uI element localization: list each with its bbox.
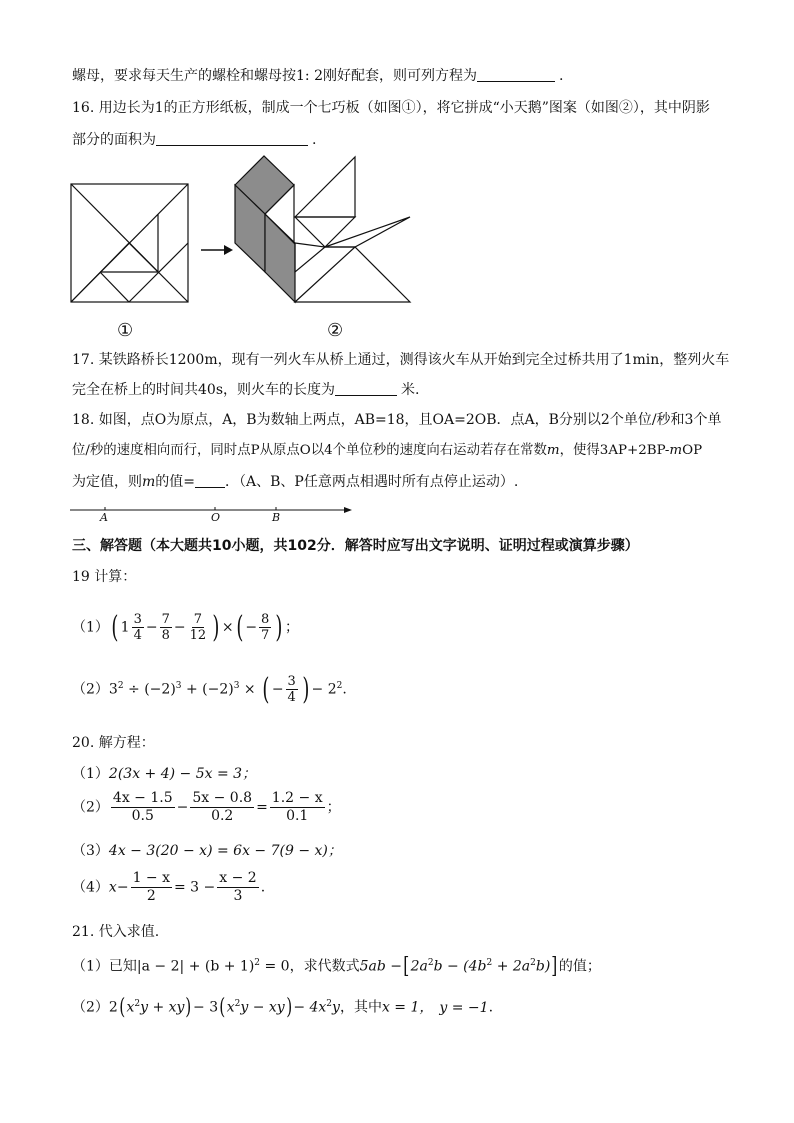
q21-title: 21. 代入求值. [72,924,160,940]
q17-line1: 17. 某铁路桥长1200m，现有一列火车从桥上通过，测得该火车从开始到完全过桥共用了1min，整列火车 [72,352,730,368]
tangram-square-figure [70,183,190,305]
axis-label-a: A [100,511,108,524]
q19-part2: $(2)3^2 \div (-2)^3 + (-2)^3$ × ( − $\frac{3}{4}$ ) − $2^2$. [72,672,347,707]
q20-part2: （2） $\frac{4x - 1.5}{0.5}$ − $\frac{5x - 0.8}{0.2}$ = $\frac{1.2 - x}{0.1}$ ； [72,790,341,824]
answer-blank-18[interactable] [195,472,225,488]
answer-blank-16[interactable] [156,130,308,146]
q20-part1: （1）2(3x + 4) − 5x = 3； [72,766,257,782]
arrow-right-icon [200,244,234,256]
q15-tail: 螺母，要求每天生产的螺栓和螺母按1: 2刚好配套，则可列方程为 . [72,68,564,84]
q21-part1: （1）已知$|a - 2| + (b + 1)^2 = 0$，求代数式$5ab -[2a^2b - (4b^2 + 2a^2b)]$的值； [72,954,601,979]
q16-line1: 16. 用边长为1的正方形纸板，制成一个七巧板（如图①），将它拼成“小天鹅”图案（如图②），其中阴影 [72,100,710,116]
axis-label-o: O [211,511,221,524]
answer-blank-15[interactable] [477,66,555,82]
q18-line1: 18. 如图，点O为原点，A，B为数轴上两点，AB=18，且OA=2OB．点A，B分别以2个单位/秒和3个单 [72,412,722,428]
q20-part4: （4）x− $\frac{1 - x}{2}$ = 3 − $\frac{x - 2}{3}$ . [72,870,266,904]
q17-line2: 完全在桥上的时间共40s，则火车的长度为 米. [72,382,420,398]
q18-line2: 位/秒的速度相向而行，同时点P从原点O以4个单位秒的速度向右运动若存在常数m，使得3AP+2BP-mOP [72,443,703,458]
q21-part2: $(2)2(x^2y + xy)- 3(x^2y - xy)- 4x^2y$，其中x = 1， y = −1. [72,995,494,1020]
figure-2-label: ② [327,320,344,341]
q18-line3: 为定值，则m的值= ．（A、B、P任意两点相遇时所有点停止运动）. [72,474,519,490]
figure-1-label: ① [117,320,134,341]
axis-label-b: B [272,511,281,524]
section-3-heading: 三、解答题（本大题共10小题，共102分．解答时应写出文字说明、证明过程或演算步骤） [72,538,639,554]
tangram-swan-figure [232,155,412,305]
answer-blank-17[interactable] [335,380,397,396]
q20-title: 20. 解方程： [72,735,155,751]
q20-part3: （3）4x − 3(20 − x) = 6x − 7(9 − x)； [72,843,342,859]
q16-line2: 部分的面积为 . [72,132,317,148]
q19-part1: （1）( 1 $\frac{3}{4}$ − $\frac{7}{8}$ − $\frac{7}{12}$ ) ×( − $\frac{8}{7}$ ) ； [72,610,300,645]
q19-title: 19 计算： [72,569,137,585]
